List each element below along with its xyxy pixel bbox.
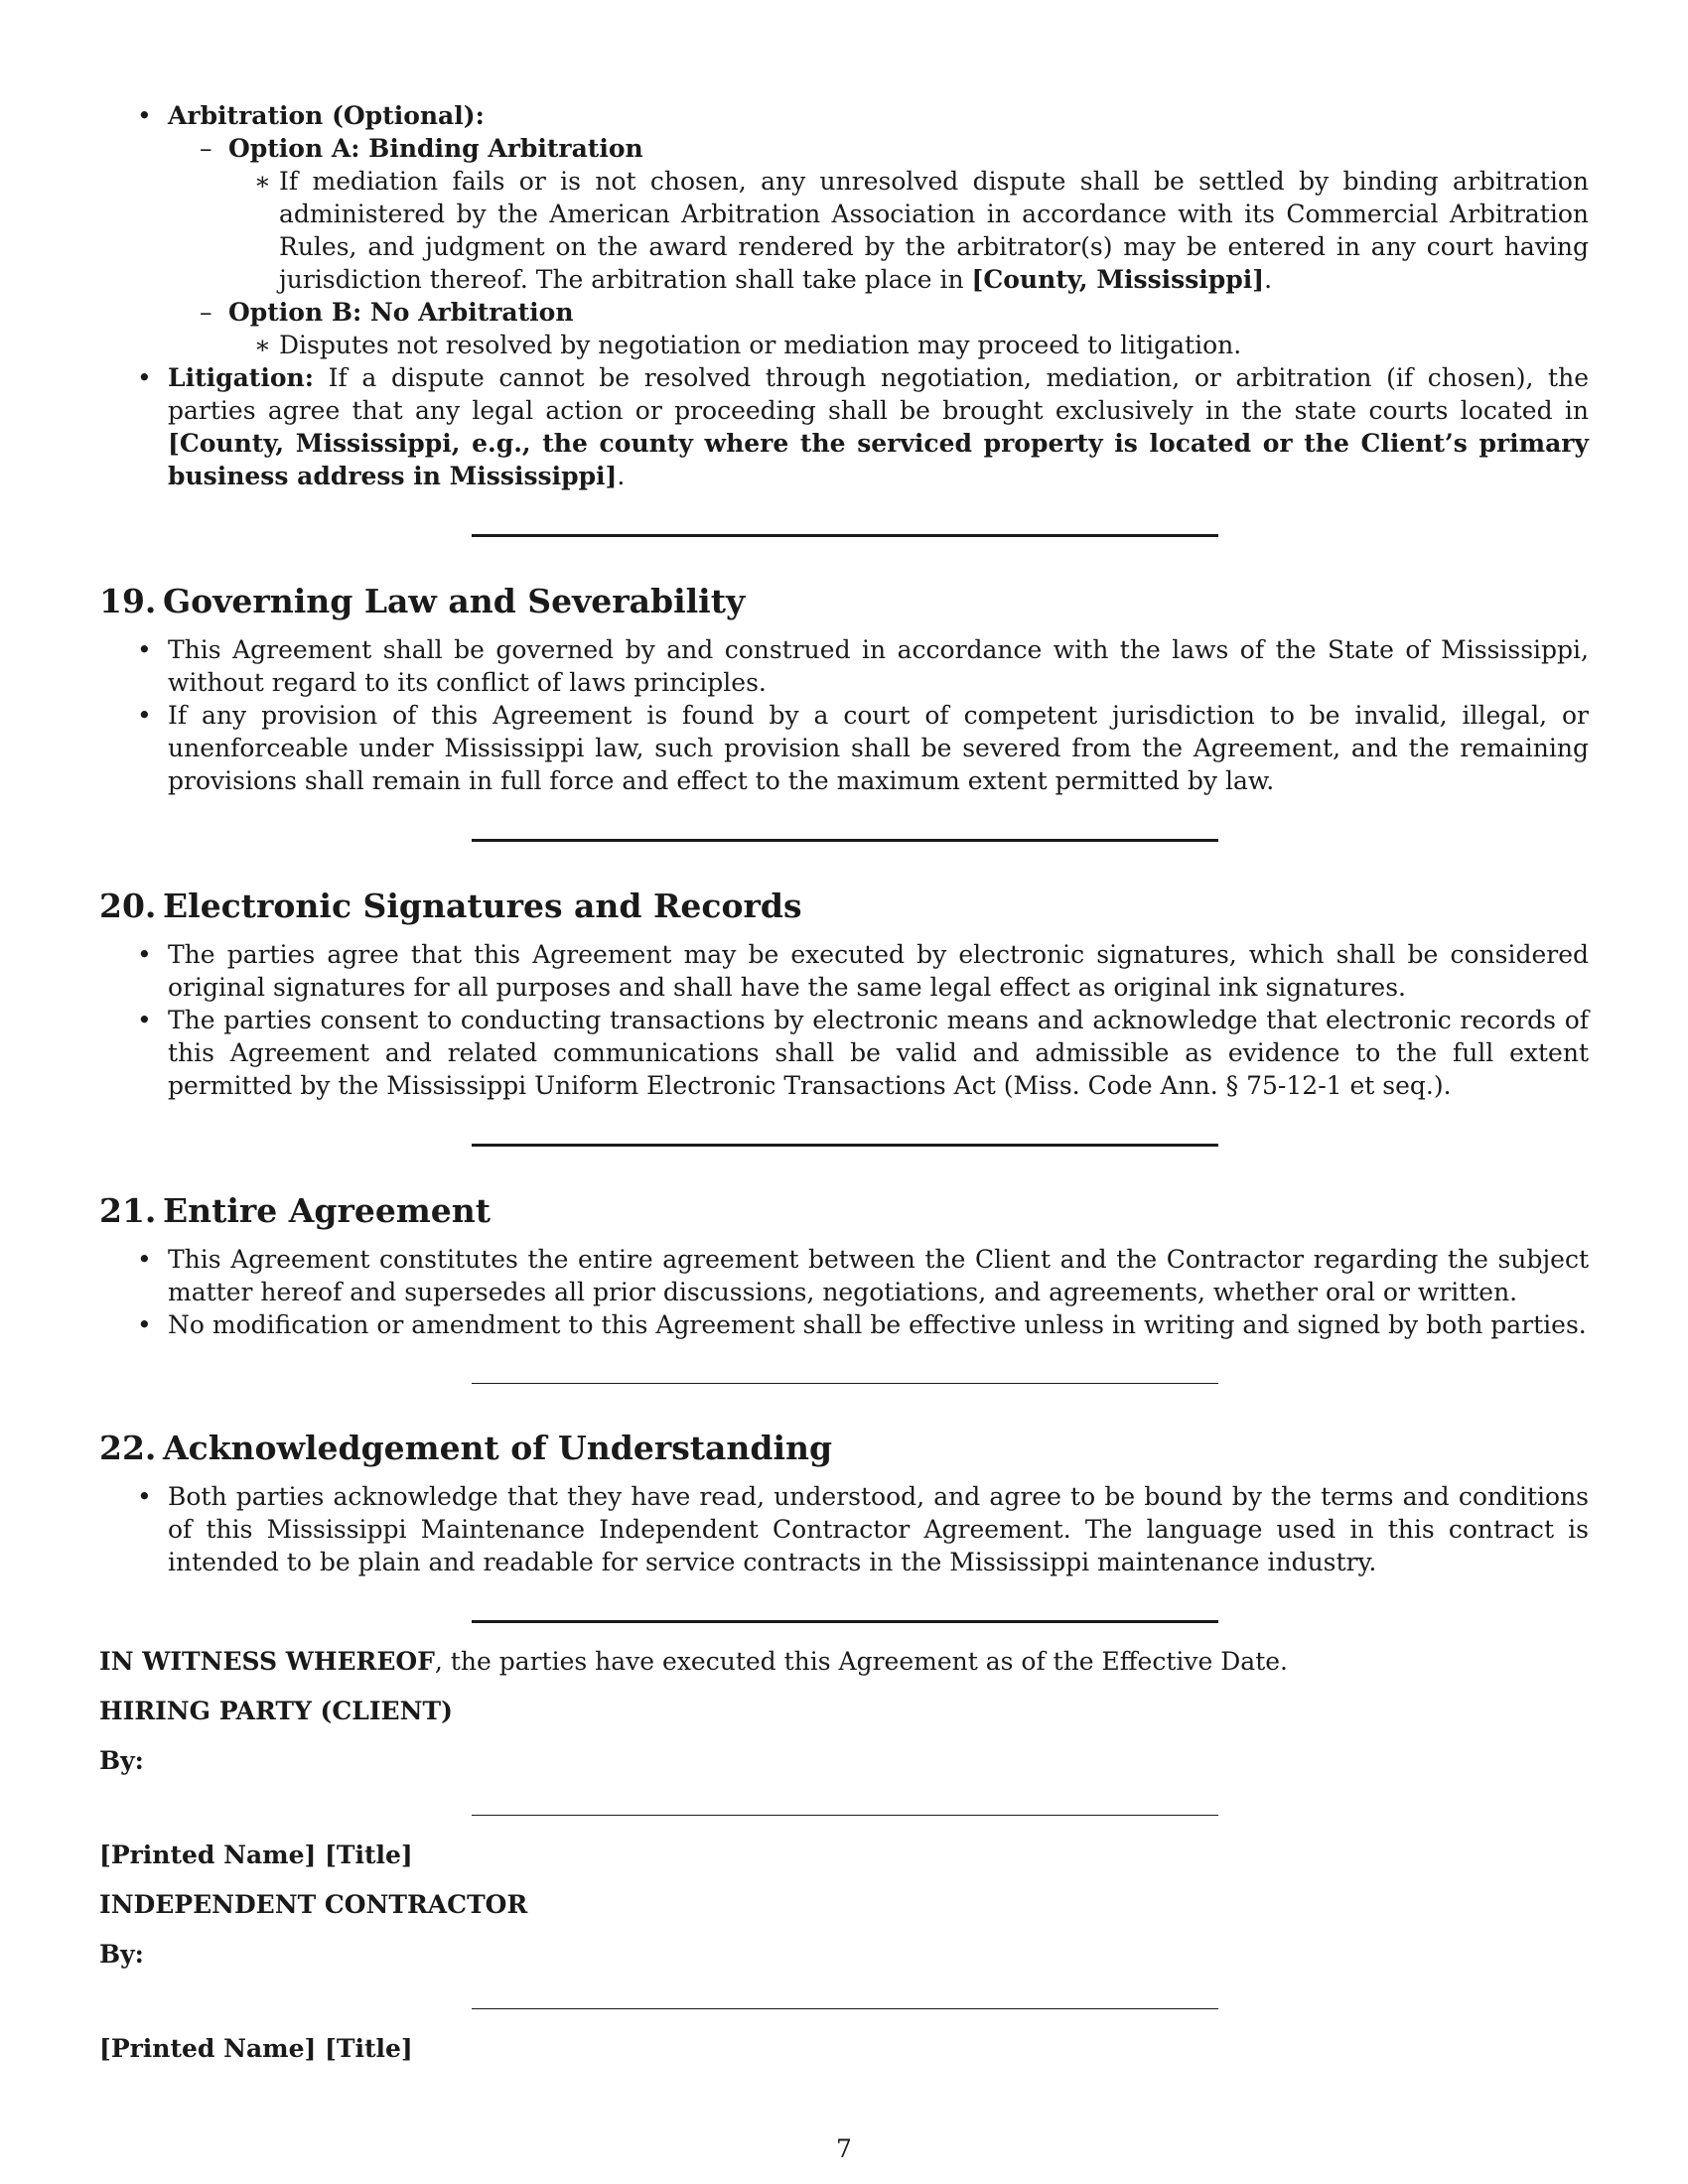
contractor-signature-heading: INDEPENDENT CONTRACTOR <box>99 1890 528 1919</box>
list-item: • This Agreement shall be governed by and construed in accordance with the laws of the State of Mississippi, without regard to its conflict of laws principles. <box>99 633 1589 699</box>
arbitration-item <box>99 99 1589 361</box>
list-item: • No modification or amendment to this Agreement shall be effective unless in writing and signed by both parties. <box>99 1308 1589 1341</box>
section-number: 21. <box>99 1191 157 1230</box>
witness-lead: IN WITNESS WHEREOF <box>99 1647 435 1676</box>
section-22-heading <box>99 1429 1589 1468</box>
client-signature-heading: HIRING PARTY (CLIENT) <box>99 1697 453 1725</box>
client-by-label: By: <box>99 1746 144 1775</box>
option-a-title: Option A: Binding Arbitration <box>228 134 643 163</box>
section-20-list <box>99 938 1589 1102</box>
litigation-text: If a dispute cannot be resolved through negotiation, mediation, or arbitration (if chosen), the parties agree that any legal action or proceeding shall be brought exclusively in the state courts located in <box>168 363 1589 425</box>
option-a-item <box>168 132 1589 296</box>
option-b-sublist <box>228 329 1589 361</box>
client-signature-line[interactable] <box>472 1815 1218 1816</box>
section-21-list <box>99 1243 1589 1341</box>
contractor-printed-name: [Printed Name] [Title] <box>99 2034 413 2063</box>
page-number: 7 <box>836 2134 852 2163</box>
contractor-by-label: By: <box>99 1940 144 1969</box>
list-item: • If any provision of this Agreement is found by a court of competent jurisdiction to be invalid, illegal, or unenforceable under Mississippi law, such provision shall be severed from the Agreement, and the remaining provisions shall remain in full force and effect to the maximum extent permitted by law. <box>99 699 1589 797</box>
section-divider <box>472 1144 1218 1147</box>
dispute-resolution-list <box>99 99 1589 492</box>
list-item: • This Agreement constitutes the entire agreement between the Client and the Contractor regarding the subject matter hereof and supersedes all prior discussions, negotiations, and agreements, whether oral or written. <box>99 1243 1589 1308</box>
litigation-item <box>99 361 1589 492</box>
section-19-heading <box>99 582 1589 621</box>
option-b-text-item <box>228 329 1589 361</box>
section-divider <box>472 839 1218 842</box>
contractor-signature-line[interactable] <box>472 2008 1218 2009</box>
section-21-heading <box>99 1191 1589 1231</box>
option-a-end: . <box>1264 265 1273 294</box>
section-title: Entire Agreement <box>163 1191 491 1230</box>
option-a-text-item <box>228 165 1589 296</box>
arbitration-heading: Arbitration (Optional): <box>168 101 485 130</box>
page-content <box>99 99 1589 2065</box>
option-b-title: Option B: No Arbitration <box>228 298 574 327</box>
section-20-heading <box>99 887 1589 926</box>
litigation-heading: Litigation: <box>168 363 314 392</box>
option-a-text: If mediation fails or is not chosen, any unresolved dispute shall be settled by binding arbitration administered by the American Arbitration Association in accordance with its Commercial Arbitration Rules, and judgment on the award rendered by the arbitrator(s) may be entered in any court having jurisdiction thereof. The arbitration shall take place in <box>279 167 1589 294</box>
section-divider <box>472 1383 1218 1384</box>
witness-text: , the parties have executed this Agreement as of the Effective Date. <box>434 1647 1289 1676</box>
section-number: 20. <box>99 887 157 925</box>
option-b-text: Disputes not resolved by negotiation or mediation may proceed to litigation. <box>279 331 1242 359</box>
list-item: • Both parties acknowledge that they have read, understood, and agree to be bound by the terms and conditions of this Mississippi Maintenance Independent Contractor Agreement. The language used in this contract is intended to be plain and readable for service contracts in the Mississippi maintenance industry. <box>99 1480 1589 1578</box>
list-item: • The parties consent to conducting transactions by electronic means and acknowledge that electronic records of this Agreement and related communications shall be valid and admissible as evidence to the full extent permitted by the Mississippi Uniform Electronic Transactions Act (Miss. Code Ann. § 75-12-1 et seq.). <box>99 1004 1589 1102</box>
section-divider <box>472 1620 1218 1623</box>
litigation-placeholder: [County, Mississippi, e.g., the county where the serviced property is located or the Client’s primary business address in Mississippi] <box>168 429 1589 490</box>
litigation-end: . <box>617 462 626 490</box>
witness-statement <box>99 1645 1589 1678</box>
list-item: • The parties agree that this Agreement may be executed by electronic signatures, which shall be considered original signatures for all purposes and shall have the same legal effect as original ink signatures. <box>99 938 1589 1004</box>
section-title: Governing Law and Severability <box>163 582 746 620</box>
section-22-list <box>99 1480 1589 1578</box>
section-title: Electronic Signatures and Records <box>163 887 802 925</box>
option-a-placeholder: [County, Mississippi] <box>971 265 1265 294</box>
section-divider <box>472 534 1218 537</box>
option-a-sublist <box>228 165 1589 296</box>
client-printed-name: [Printed Name] [Title] <box>99 1841 413 1869</box>
section-number: 22. <box>99 1429 157 1467</box>
arbitration-options <box>168 132 1589 361</box>
option-b-item <box>168 296 1589 361</box>
section-number: 19. <box>99 582 157 620</box>
section-title: Acknowledgement of Understanding <box>163 1429 833 1467</box>
section-19-list <box>99 633 1589 797</box>
